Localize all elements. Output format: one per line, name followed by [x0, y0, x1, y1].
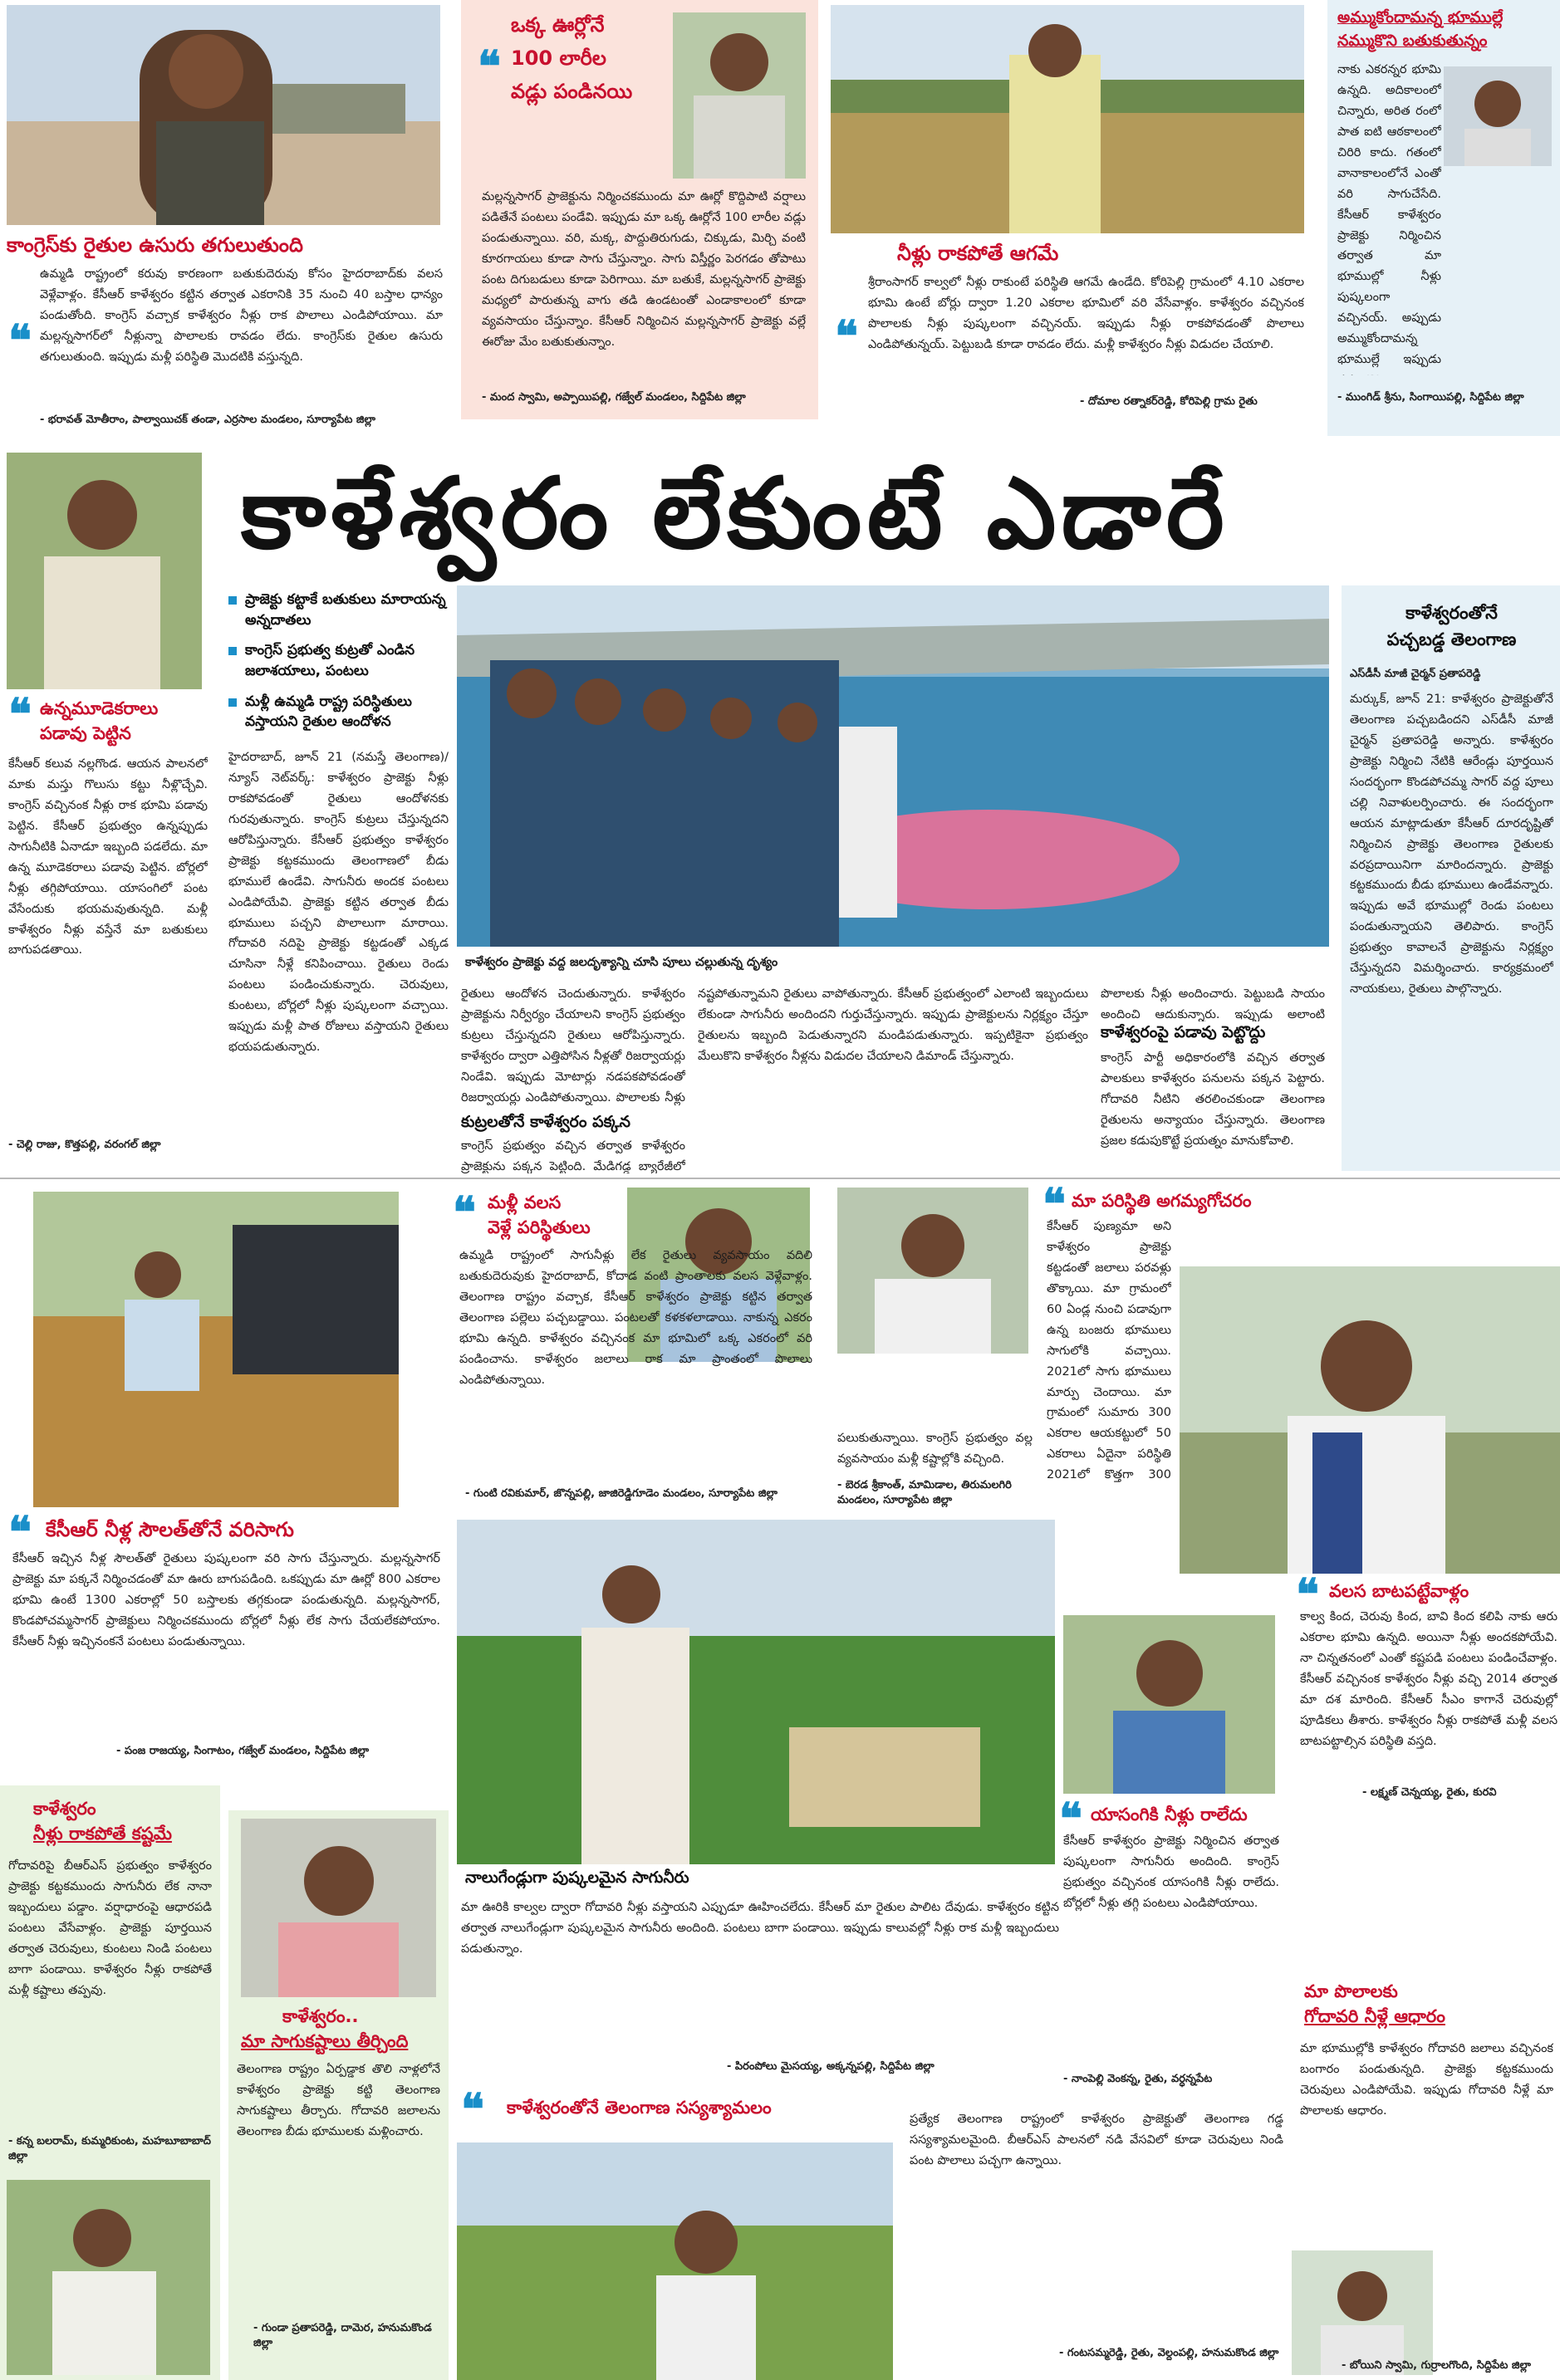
- farmer-photo: [1444, 66, 1552, 166]
- credit: - బెరడ శ్రీకాంత్, మామిడాల, తిరుమలగిరి మండలం, సూర్యాపేట జిల్లా: [837, 1479, 1012, 1507]
- farmer-field-photo: [457, 2142, 893, 2380]
- main-story-col2b: కాంగ్రెస్ ప్రభుత్వం వచ్చిన తర్వాత కాళేశ్వరం ప్రాజెక్టును పక్కన పెట్టింది. మేడిగడ్డ బ్యారేజీలో: [461, 1139, 685, 1173]
- headline-2: నమ్ముకొని బతుకుతున్నం: [1337, 32, 1488, 50]
- bullet-icon: [228, 698, 237, 707]
- headline-1: మా పొలాలకు: [1304, 1981, 1398, 2001]
- headline-2: పడావు పెట్టిన: [40, 723, 131, 743]
- center-bottom2-body: ప్రత్యేక తెలంగాణ రాష్ట్రంలో కాళేశ్వరం ప్రాజెక్టుతో తెలంగాణ గడ్డ సస్యశ్యామలమైంది. బీఆర్‌ఎస్ పాలనలో నడి వేసవిలో కూడా చెరువులు నిండి పంట పొలాలు పచ్చగా ఉన్నాయి.: [910, 2113, 1283, 2167]
- story-body: గోదావరిపై బీఆర్‌ఎస్ ప్రభుత్వం కాళేశ్వరం ప్రాజెక్టు కట్టకముందు సాగునీరు లేక నానా ఇబ్బందులు పడ్డాం. వర్షాధారంపై ఆధారపడి పంటలు వేసేవాళ్లం. ప్రాజెక్టు పూర్తయిన తర్వాత చెరువులు, కుంటలు నిండి పంటలు బాగా పండాయి. కాళేశ్వరం నీళ్లు రాకపోతే మళ్లీ కష్టాలు తప్పవు.: [8, 1859, 212, 1997]
- headline-3: వడ్లు పండినయి: [511, 80, 633, 103]
- credit: - భరావత్ మోతీరాం, పాల్వాయిచక్ తండా, ఎర్రసాల మండలం, సూర్యాపేట జిల్లా: [40, 414, 376, 426]
- story-body: ఉమ్మడి రాష్ట్రంలో కరువు కారణంగా బతుకుదెరువు కోసం హైదరాబాద్‌కు వలస వెళ్లేవాళ్లం. కేసీఆర్ కాళేశ్వరం కట్టిన తర్వాత ఎకరానికి 35 నుంచి 40 బస్తాల ధాన్యం పండుతోంది. కాంగ్రెస్ వచ్చాక కాళేశ్వరం నీళ్లు రాక పొలాలు ఎండిపోయాయి. మా మల్లన్నసాగర్‌లో నీళ్లున్నా పొలాలకు రావడం లేదు. కాంగ్రెస్‌కు రైతుల ఉసురు తగులుతుంది. ఇప్పుడు మళ్లీ పరిస్థితి మొదటికి వస్తున్నది.: [40, 267, 443, 364]
- section-divider: [0, 1178, 1560, 1179]
- photo-caption: కాళేశ్వరం ప్రాజెక్టు వద్ద జలదృశ్యాన్ని చూసి పూలు చల్లుతున్న దృశ్యం: [465, 956, 778, 969]
- right-mid-story: [1342, 585, 1560, 1171]
- byline: ఎస్‌డీసీ మాజీ చైర్మన్ ప్రతాపరెడ్డి: [1350, 668, 1481, 680]
- highlight-item: ప్రాజెక్టు కట్టాకే బతుకులు మారాయన్న అన్నదాతలు: [228, 590, 465, 630]
- farmer-photo: [831, 5, 1304, 233]
- quote-icon: ❝: [478, 42, 501, 92]
- headline-2: 100 లారీల: [511, 47, 606, 70]
- main-story-col4b: కాంగ్రెస్ పార్టీ అధికారంలోకి వచ్చిన తర్వాత పాలకులు కాళేశ్వరం పనులను పక్కన పెట్టారు. గోదావరి నీటిని తరలించకుండా తెలంగాణ రైతులను అన్యాయం చేస్తున్నారు. తెలంగాణ ప్రజల కడుపుకొట్టే ప్రయత్నం మానుకోవాలి.: [1101, 1051, 1325, 1148]
- headline: మా పరిస్థితి అగమ్యగోచరం: [1072, 1191, 1252, 1211]
- credit: - కన్న బలరామ్, కుమ్మరికుంట, మహబూబాబాద్ జిల్లా: [8, 2135, 211, 2163]
- headline: నీళ్లు రాకపోతే ఆగమే: [897, 242, 1059, 265]
- headline-2: మా సాగుకష్టాలు తీర్చింది: [241, 2031, 409, 2051]
- story-body: కేసీఆర్ కలువ నల్లగొండ. ఆయన పాలనలో మాకు మస్తు గొలుసు కట్టు నీళ్లొచ్చేవి. కాంగ్రెస్ వచ్చినంక నీళ్లు రాక భూమి పడావు పెట్టిన. కేసీఆర్ ప్రభుత్వం ఉన్నప్పుడు సాగునీటికి ఏనాడూ ఇబ్బంది పడలేదు. మా ఉన్న మూడెకరాలు పడావు పెట్టిన. బోర్లలో నీళ్లు తగ్గిపోయాయి. యాసంగిలో పంట వేసేందుకు భయమవుతున్నది. మళ్లీ కాళేశ్వరం నీళ్లు వస్తేనే మా బతుకులు బాగుపడతాయి.: [8, 757, 208, 957]
- row2-right-left-story: [831, 1183, 1038, 1511]
- headline: కాంగ్రెస్‌కు రైతుల ఉసురు తగులుతుంది: [7, 233, 303, 257]
- credit: - లక్ష్మణ్ చెన్నయ్య, రైతు, కురవి: [1362, 1786, 1497, 1799]
- highlight-item: కాంగ్రెస్ ప్రభుత్వ కుట్రతో ఎండిన జలాశయాలు, పంటలు: [228, 640, 465, 681]
- main-story-subhead: కుట్రలతోనే కాళేశ్వరం పక్కన: [461, 1113, 631, 1131]
- main-photo-reservoir: [457, 585, 1329, 947]
- story-body: మా భూముల్లోకి కాళేశ్వరం గోదావరి జలాలు వచ్చినంక బంగారం పండుతున్నది. ప్రాజెక్టు కట్టకముందు చెరువులు ఎండిపోయేవి. ఇప్పుడు గోదావరి నీళ్లే మా పొలాలకు ఆధారం.: [1300, 2042, 1553, 2118]
- farmer-photo: [7, 5, 440, 225]
- farmer-photo: [33, 1192, 399, 1507]
- farmer-photo: [7, 453, 202, 689]
- headline-1: ఉన్నమూడెకరాలు: [40, 698, 159, 718]
- quote-icon: ❝: [8, 689, 32, 740]
- farmer-photo: [1292, 2250, 1433, 2375]
- story-body: ఉమ్మడి రాష్ట్రంలో సాగునీళ్లు లేక రైతులు వ్యవసాయం వదిలి బతుకుదెరువుకు హైదరాబాద్, కోదాడ వంటి ప్రాంతాలకు వలస వెళ్లేవాళ్లం. తెలంగాణ రాష్ట్రం వచ్చాక, కేసీఆర్ కాళేశ్వరం ప్రాజెక్టు కట్టిన తర్వాత తెలంగాణ పల్లెలు పచ్చబడ్డాయి. పంటలతో కళకళలాడాయి. నాకున్న ఎకరం భూమి ఉన్నది. కాళేశ్వరం వచ్చినంక మా భూమిలో ఒక్క ఎకరంలో వరి పండించాను. కాళేశ్వరం జలాలు రాక మా ప్రాంతంలో పొలాలు ఎండిపోతున్నాయి.: [459, 1249, 812, 1387]
- quote-icon: ❝: [1059, 1794, 1082, 1844]
- credit: - చెల్లి రాజు, కొత్తపల్లి, వరంగల్ జిల్లా: [8, 1139, 161, 1151]
- center-bottom2-credit: - గంటసమ్మరెడ్డి, రైతు, వెల్దంపల్లి, హనుమకొండ జిల్లా: [1059, 2347, 1279, 2359]
- bullet-icon: [228, 647, 237, 655]
- story-body: శ్రీరాంసాగర్ కాల్వలో నీళ్లు రాకుంటే పరిస్థితి ఆగమే ఉండేది. కోరిపెల్లి గ్రామంలో 4.10 ఎకరాల భూమి ఉంటే బోర్లు ద్వారా 1.20 ఎకరాల భూమిలో వరి వేసేవాళ్లం. కాళేశ్వరం వచ్చినంక పొలాలకు నీళ్లు పుష్కలంగా వచ్చినయ్. ఇప్పుడు నీళ్లు రాకపోవడంతో పొలాలు ఎండిపోతున్నయ్. పెట్టుబడి కూడా రావడం లేదు. మళ్లీ కాళేశ్వరం నీళ్లు విడుదల చేయాలి.: [868, 276, 1304, 351]
- row3-right-story: [1059, 1611, 1283, 2101]
- row3-left2-story: [228, 1810, 449, 2380]
- headline: కేసీఆర్ నీళ్ల సౌలత్‌తోనే వరిసాగు: [46, 1518, 294, 1541]
- quote-icon: ❝: [453, 1188, 476, 1238]
- credit: - ముంగిడ్ శ్రీను, సింగాయిపల్లి, సిద్దిపేట జిల్లా: [1337, 391, 1524, 404]
- headline: వలస బాటపట్టేవాళ్లం: [1329, 1581, 1469, 1601]
- credit: - గుండా ప్రతాపరెడ్డి, దామెర, హనుమకొండ జిల్లా: [253, 2322, 432, 2350]
- top-left-story: [0, 0, 453, 436]
- quote-icon: ❝: [835, 311, 858, 362]
- story-body: పలుకుతున్నాయి. కాంగ్రెస్ ప్రభుత్వం వల్ల వ్యవసాయం మళ్లీ కష్టాల్లోకి వచ్చింది.: [837, 1432, 1033, 1466]
- credit: - నాంపెల్లి వెంకన్న, రైతు, వర్ధన్నపేట: [1063, 2073, 1213, 2085]
- headline-1: ఒక్క ఊర్లోనే: [511, 13, 605, 37]
- farmer-photo: [241, 1819, 436, 1997]
- farmer-photo: [7, 2180, 210, 2375]
- headline-1: కాళేశ్వరం: [33, 1799, 96, 1819]
- masthead-headline: కాళేశ్వరం లేకుంటే ఎడారే: [241, 456, 1229, 571]
- center-bottom-body: మా ఊరికి కాల్వల ద్వారా గోదావరి నీళ్లు వస్తాయని ఎప్పుడూ ఊహించలేదు. కేసీఆర్ మా రైతుల పాలిట దేవుడు. కాళేశ్వరం కట్టిన తర్వాత నాలుగేండ్లుగా పుష్కలమైన సాగునీరు అందింది. పంటలు బాగా పండాయి. ఇప్పుడు కాలువల్లో నీళ్లు రాక మళ్లీ ఇబ్బందులు పడుతున్నాం.: [461, 1901, 1059, 1956]
- quote-icon: ❝: [8, 1507, 32, 1558]
- row2-left-story: [0, 1183, 449, 1777]
- story-body: కేసీఆర్ కాళేశ్వరం ప్రాజెక్టు నిర్మించిన తర్వాత పుష్కలంగా సాగునీరు అందింది. కాంగ్రెస్ ప్రభుత్వం వచ్చినంక యాసంగికి నీళ్లు రాలేదు. బోర్లలో నీళ్లు తగ్గి పంటలు ఎండిపోయాయి.: [1063, 1834, 1279, 1910]
- row2-center-story: [453, 1183, 818, 1511]
- story-body: మల్లన్నసాగర్ ప్రాజెక్టును నిర్మించకముందు మా ఊర్లో కొద్దిపాటి వర్షాలు పడితేనే పంటలు పండేవి. ఇప్పుడు మా ఒక్క ఊర్లోనే 100 లారీల వడ్లు పండుతున్నాయి. వరి, మక్క, పొద్దుతిరుగుడు, చిక్కుడు, మిర్చి వంటి కూరగాయలు కూడా సాగు చేస్తున్నాం. సాగు విస్తీర్ణం పెరగడం తోపాటు పంట దిగుబడులు కూడా పెరిగాయి. మా బతుకే, మల్లన్నసాగర్ ప్రాజెక్టు మధ్యలో పారుతున్న వాగు తడి ఉండటంతో ఎండాకాలంలో కూడా వ్యవసాయం చేస్తున్నాం. కేసీఆర్ నిర్మించిన మల్లన్నసాగర్ ప్రాజెక్టు వల్లే ఈరోజు మేం బతుకుతున్నాం.: [482, 190, 806, 349]
- main-story-col3: నష్టపోతున్నామని రైతులు వాపోతున్నారు. కేసీఆర్ ప్రభుత్వంలో ఎలాంటి ఇబ్బందులు లేకుండా సాగునీరు అందిందని గుర్తుచేస్తున్నారు. ఇప్పుడు ప్రాజెక్టులను నిర్లక్ష్యం చేస్తూ రైతులను ఇబ్బంది పెడుతున్నారని మండిపడుతున్నారు. ఇప్పటికైనా ప్రభుత్వం మేలుకొని కాళేశ్వరం నీళ్లను విడుదల చేయాలని డిమాండ్ చేస్తున్నారు.: [698, 987, 1088, 1063]
- story-body: కాల్వ కింద, చెరువు కింద, బావి కింద కలిపి నాకు ఆరు ఎకరాల భూమి ఉన్నది. అయినా నీళ్లు అందకపోయేవి. నా చిన్నతనంలో ఎంతో కష్టపడి పంటలు పండించేవాళ్లం. కేసీఆర్ వచ్చినంక కాళేశ్వరం నీళ్లు వచ్చి 2014 తర్వాత మా దశ మారింది. కేసీఆర్ సీఎం కాగానే చెరువుల్లో పూడికలు తీశారు. కాళేశ్వరం నీళ్లు రాకపోతే మళ్లీ వలస బాటపట్టాల్సిన పరిస్థితి వస్తది.: [1300, 1610, 1558, 1748]
- center-bottom-headline: నాలుగేండ్లుగా పుష్కలమైన సాగునీరు: [465, 1868, 689, 1887]
- farmer-photo: [673, 12, 806, 179]
- story-body: కేసీఆర్ పుణ్యమా అని కాళేశ్వరం ప్రాజెక్టు కట్టడంతో జలాలు పరవళ్లు తొక్కాయి. మా గ్రామంలో 60 ఏండ్ల నుంచి పడావుగా ఉన్న బంజరు భూములు సాగులోకి వచ్చాయి. 2021లో సాగు భూములు మార్పు చెందాయి. మా గ్రామంలో సుమారు 300 ఎకరాల ఆయకట్టులో 50 ఎకరాలు ఏదైనా పరిస్థితి 2021లో కొత్తగా 300: [1047, 1220, 1171, 1482]
- quote-icon: ❝: [1042, 1183, 1066, 1230]
- headline-1: మళ్లీ వలస: [488, 1192, 562, 1212]
- top-center-story: [461, 0, 818, 419]
- credit: - గుంటి రవికుమార్, జొన్నపల్లి, జాజిరెడ్డిగూడెం మండలం, సూర్యాపేట జిల్లా: [465, 1487, 778, 1500]
- farmer-photo: [837, 1188, 1028, 1354]
- credit: - పంజ రాజయ్య, సింగాటం, గజ్వేల్ మండలం, సిద్దిపేట జిల్లా: [116, 1745, 370, 1757]
- elderly-farmer-photo: [1180, 1266, 1560, 1574]
- farmer-field-photo: [457, 1520, 1055, 1864]
- headline-1: కాళేశ్వరం..: [282, 2006, 359, 2026]
- story-body: నాకు ఎకరన్నర భూమి ఉన్నది. అదికాలంలో చిన్నారు, అరిత రంలో పాత ఐటి ఆఠకాలంలో చిరిరి కాదు. గతంలో వానాకాలంలోనే ఎంతో వరి సాగుచేసేది. కేసీఆర్ కాళేశ్వరం ప్రాజెక్టు నిర్మించిన తర్వాత మా భూముల్లో నీళ్లు పుష్కలంగా వచ్చినయ్. అప్పుడు అమ్ముకోందామన్న భూముల్లే ఇప్పుడు: [1337, 63, 1441, 367]
- credit: - దోమాల రత్నాకర్‌రెడ్డి, కోరిపెల్లి గ్రామ రైతు: [1080, 395, 1258, 408]
- quote-icon: ❝: [8, 316, 32, 366]
- top-right-story: [831, 0, 1312, 436]
- main-story-subhead-2: కాళేశ్వరంపై పడావు పెట్టొద్దు: [1101, 1023, 1266, 1041]
- farmer-photo: [1063, 1615, 1275, 1794]
- main-story-col1: హైదరాబాద్, జూన్ 21 (నమస్తే తెలంగాణ)/న్యూస్ నెట్‌వర్క్: కాళేశ్వరం ప్రాజెక్టు నీళ్లు రాకపోవడంతో రైతులు ఆందోళనకు గురవుతున్నారు. కాంగ్రెస్ కుట్రలు చేస్తున్నదని ఆరోపిస్తున్నారు. కేసీఆర్ ప్రభుత్వం కాళేశ్వరం ప్రాజెక్టు కట్టకముందు తెలంగాణలో బీడు భూములే ఉండేవి. సాగునీరు అందక పంటలు ఎండిపోయేవి. ప్రాజెక్టు కట్టిన తర్వాత బీడు భూములు పచ్చని పొలాలుగా మారాయి. గోదావరి నదిపై ప్రాజెక్టు కట్టడంతో ఎక్కడ చూసినా నీళ్లే కనిపించాయి. రైతులు రెండు పంటలు పండించుకున్నారు. చెరువులు, కుంటలు, బోర్లలో నీళ్లు పుష్కలంగా వచ్చాయి. ఇప్పుడు మళ్లీ పాత రోజులు వస్తాయని రైతులు భయపడుతున్నారు.: [228, 751, 449, 1055]
- story-body: కేసీఆర్ ఇచ్చిన నీళ్ల సౌలత్‌తో రైతులు పుష్కలంగా వరి సాగు చేస్తున్నారు. మల్లన్నసాగర్ ప్రాజెక్టు మా పక్కనే నిర్మించడంతో మా ఊరు బాగుపడింది. ఒకప్పుడు మా ఊర్లో 800 ఎకరాల భూమి ఉంటే 1300 ఎకరాల్లో 50 బస్తాలకు తగ్గకుండా పండుతున్నది. మల్లన్నసాగర్, కొండపోచమ్మసాగర్ ప్రాజెక్టులు నిర్మించకముందు బోర్లలో నీళ్లు లేక సాగు చేయలేకపోయాం. కేసీఆర్ నీళ్లు ఇచ్చినంకనే పంటలు పండుతున్నాయి.: [12, 1552, 440, 1648]
- row3-left-story: [0, 1785, 220, 2380]
- quote-icon: ❝: [1296, 1574, 1319, 1620]
- headline-2: పచ్చబడ్డ తెలంగాణ: [1386, 629, 1517, 649]
- credit: - మంద స్వామి, అప్పాయిపల్లి, గజ్వేల్ మండలం, సిద్దిపేట జిల్లా: [482, 391, 746, 404]
- top-far-right-story: [1327, 0, 1560, 436]
- story-body: తెలంగాణ రాష్ట్రం ఏర్పడ్డాక తొలి నాళ్లలోనే కాళేశ్వరం ప్రాజెక్టు కట్టి తెలంగాణ సాగుకష్టాలు తీర్చారు. గోదావరి జలాలను తెలంగాణ బీడు భూములకు మళ్లించారు.: [237, 2063, 440, 2138]
- highlight-item: మళ్లీ ఉమ్మడి రాష్ట్ర పరిస్థితులు వస్తాయని రైతుల ఆందోళన: [228, 692, 465, 732]
- main-story-col4: పొలాలకు నీళ్లు అందించారు. పెట్టుబడి సాయం అందించి ఆదుకున్నారు. ఇప్పుడు అలాంటి: [1101, 987, 1325, 1021]
- headline-2: గోదావరి నీళ్లే ఆధారం: [1304, 2006, 1445, 2026]
- story-body: మర్కుక్, జూన్ 21: కాళేశ్వరం ప్రాజెక్టుతోనే తెలంగాణ పచ్చబడిందని ఎస్‌డీసీ మాజీ చైర్మన్ ప్రతాపరెడ్డి అన్నారు. కాళేశ్వరం ప్రాజెక్టు నిర్మించి నేటికి ఆరేండ్లు పూర్తయిన సందర్భంగా కొండపోచమ్మ సాగర్ వద్ద పూలు చల్లి నివాళులర్పించారు. ఈ సందర్భంగా ఆయన మాట్లాడుతూ కేసీఆర్ దూరదృష్టితో నిర్మించిన ప్రాజెక్టు తెలంగాణ రైతులకు వరప్రదాయినిగా మారిందన్నారు. ప్రాజెక్టు కట్టకముందు బీడు భూములు ఉండేవన్నారు. ఇప్పుడు అవే భూముల్లో రెండు పంటలు పండుతున్నాయని తెలిపారు. కాంగ్రెస్ ప్రభుత్వం కావాలనే ప్రాజెక్టును నిర్లక్ష్యం చేస్తున్నదని విమర్శించారు. కార్యక్రమంలో నాయకులు, రైతులు పాల్గొన్నారు.: [1350, 693, 1553, 997]
- bullet-icon: [228, 596, 237, 605]
- highlights-list: [228, 590, 465, 742]
- headline-1: అమ్ముకోందామన్న భూముల్లే: [1337, 8, 1504, 27]
- headline-2: నీళ్లు రాకపోతే కష్టమే: [33, 1824, 172, 1844]
- main-story-col2: రైతులు ఆందోళన చెందుతున్నారు. కాళేశ్వరం ప్రాజెక్టును నిర్వీర్యం చేయాలని కాంగ్రెస్ ప్రభుత్వం కుట్రలు చేస్తున్నదని రైతులు ఆరోపిస్తున్నారు. కాళేశ్వరం ద్వారా ఎత్తిపోసిన నీళ్లతో రిజర్వాయర్లు నిండేవి. ఇప్పుడు మోటార్లు నడపకపోవడంతో రిజర్వాయర్లు ఎండిపోతున్నాయి. పొలాలకు నీళ్లు: [461, 987, 685, 1104]
- headline-1: కాళేశ్వరంతోనే: [1405, 603, 1498, 623]
- center-bottom-credit: - పిరంపోలు మైసయ్య, అక్కన్నపల్లి, సిద్దిపేట జిల్లా: [727, 2060, 935, 2073]
- headline: కాళేశ్వరంతోనే తెలంగాణ సస్యశ్యామలం: [507, 2098, 772, 2118]
- left-mid-story: [0, 448, 212, 1171]
- row3-far-right-story: [1292, 1976, 1560, 2380]
- quote-icon: ❝: [461, 2089, 484, 2135]
- row2-far-right-story: [1296, 1574, 1560, 1806]
- headline: యాసంగికి నీళ్లు రాలేదు: [1091, 1805, 1248, 1824]
- credit: - బోయిని స్వామి, గుర్రాలగొంది, సిద్దిపేట జిల్లా: [1342, 2359, 1532, 2372]
- headline-2: వెళ్లే పరిస్థితులు: [488, 1217, 591, 1237]
